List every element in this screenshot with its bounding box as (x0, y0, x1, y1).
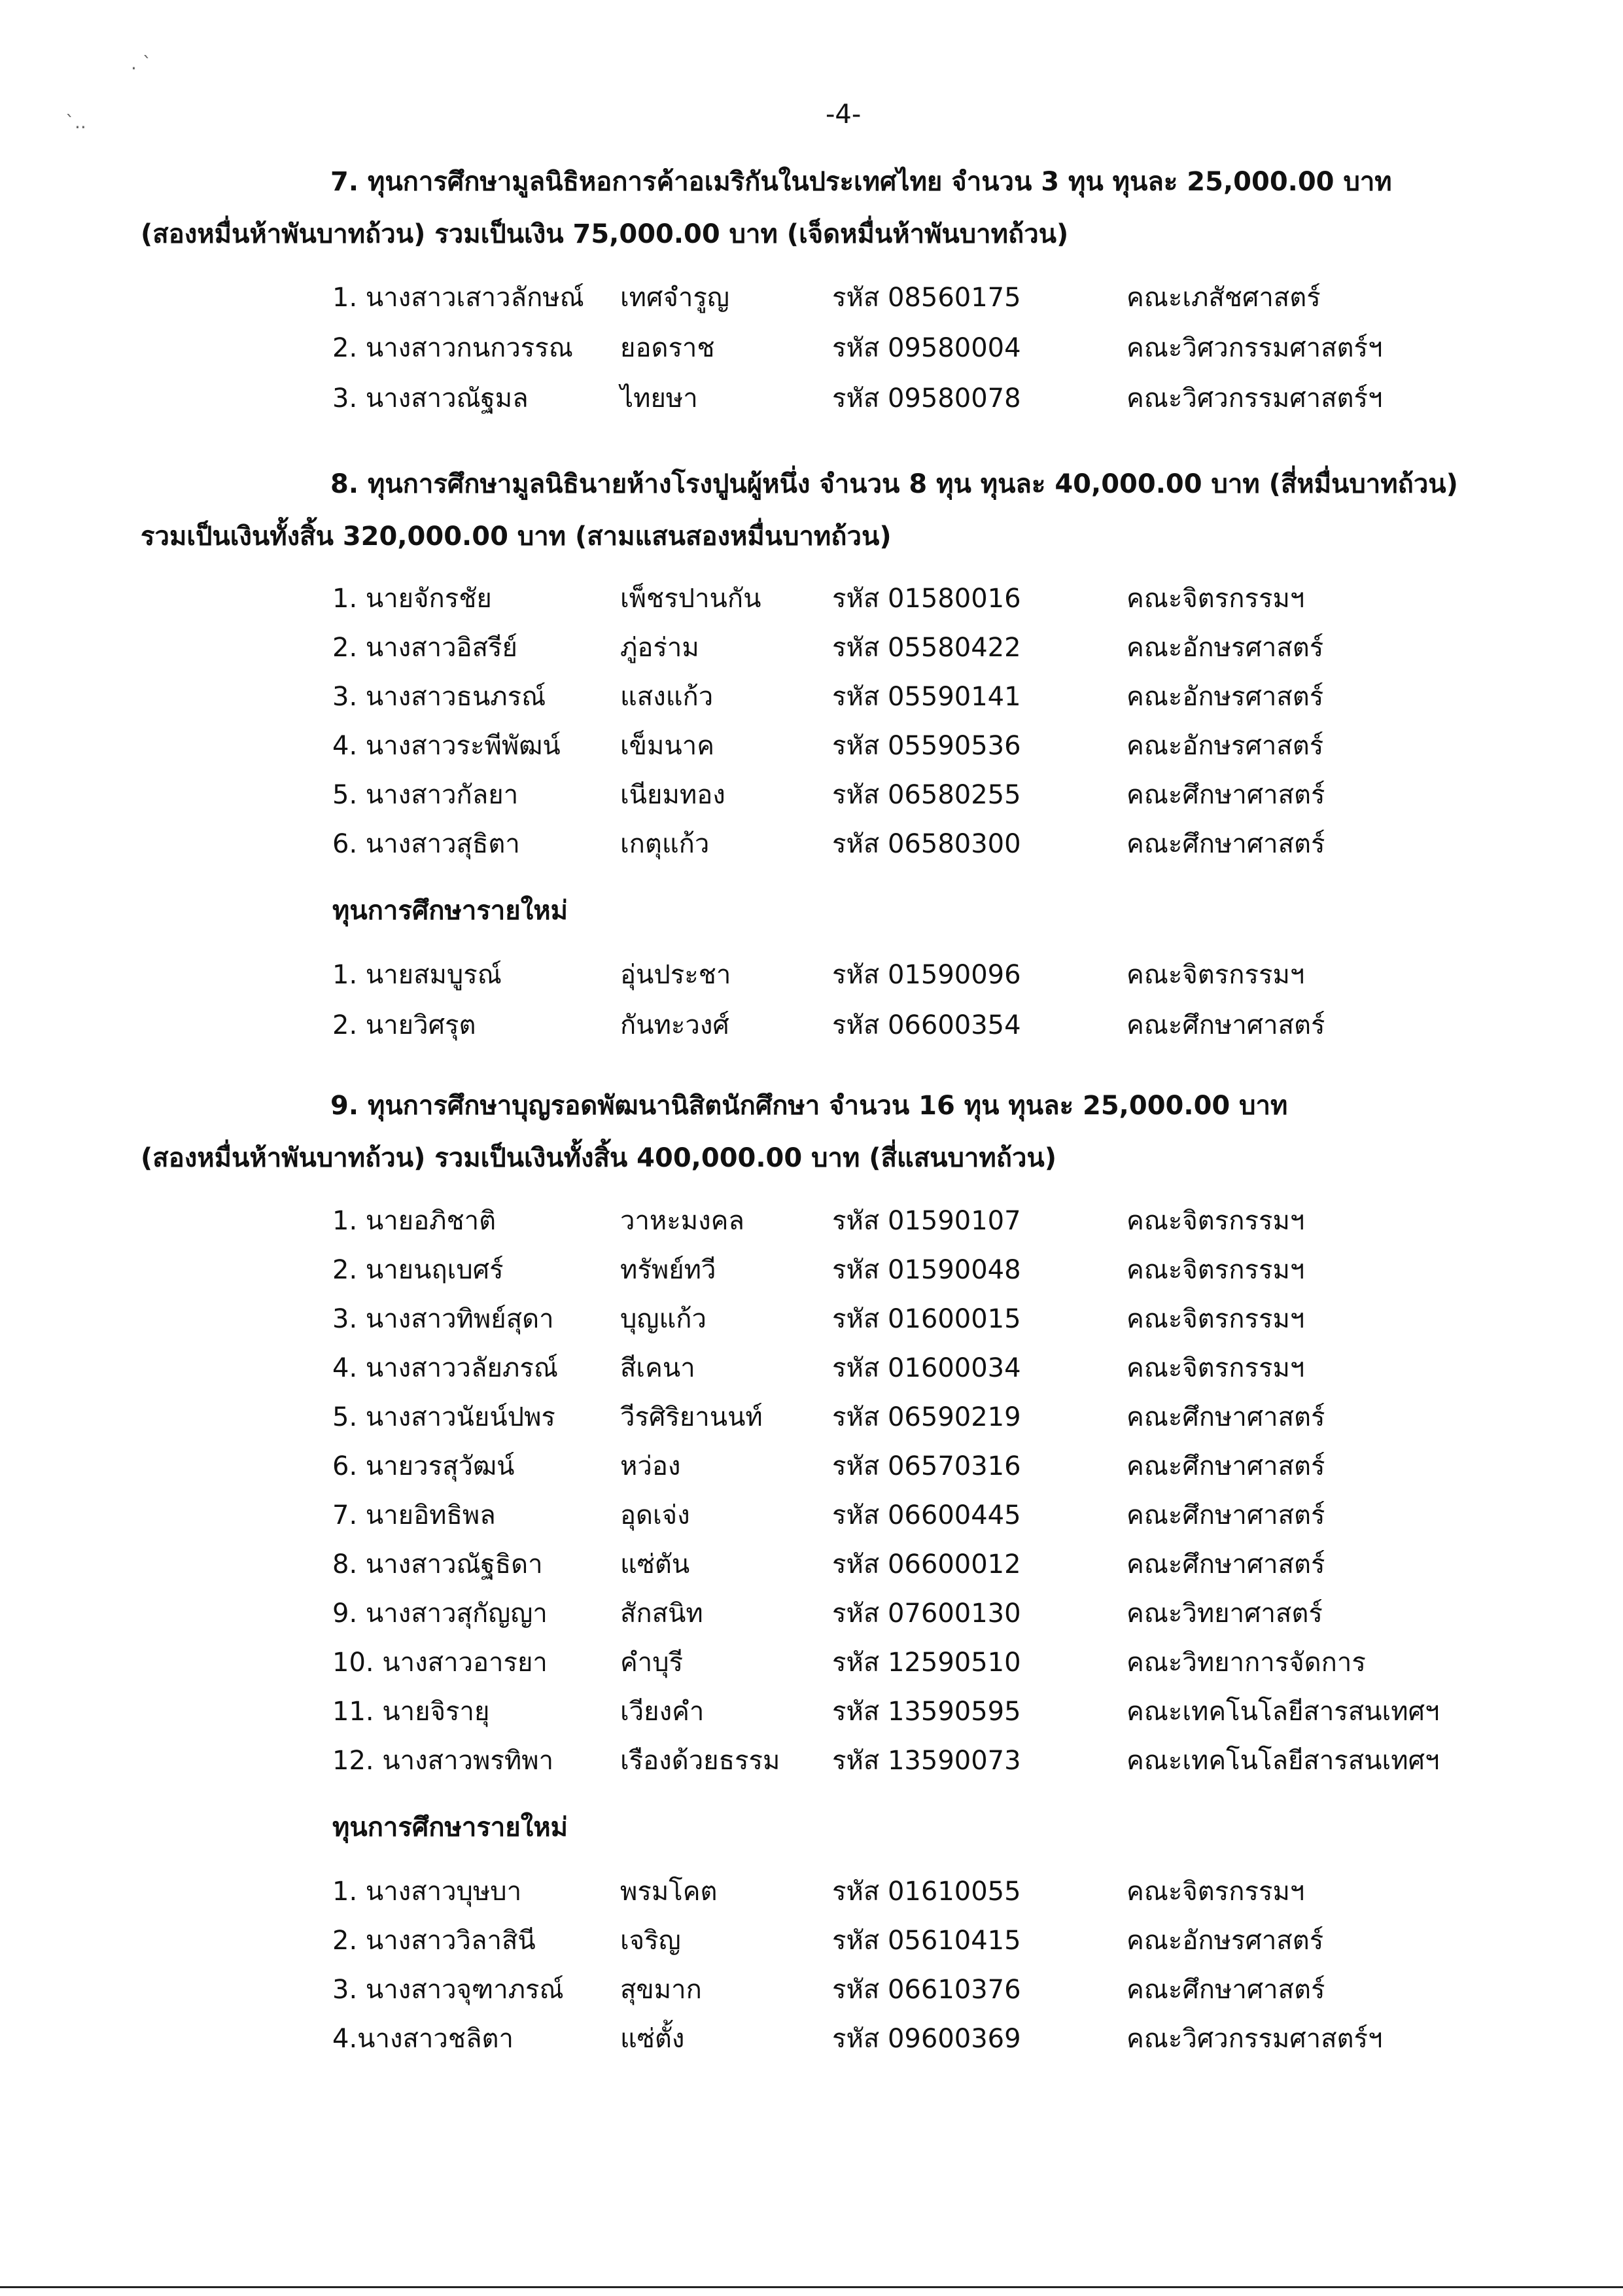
student-name: 6. นางสาวสุธิตา (332, 829, 520, 859)
scan-mark-top: . ˋ (131, 52, 152, 74)
student-surname: พรมโคต (620, 1877, 718, 1907)
student-id: รหัส 05590141 (832, 682, 1021, 712)
list-item (0, 1545, 1623, 1584)
section-9-line2: (สองหมื่นห้าพันบาทถ้วน) รวมเป็นเงินทั้งสิ้น 400,000.00 บาท (สี่แสนบาทถ้วน) (141, 1143, 1057, 1173)
list-item (0, 1447, 1623, 1486)
section-8-line1: 8. ทุนการศึกษามูลนิธินายห้างโรงปูนผู้หนึ่ง จำนวน 8 ทุน ทุนละ 40,000.00 บาท (สี่หมื่นบาทถ้วน) (330, 469, 1458, 499)
list-item (0, 1250, 1623, 1290)
student-id: รหัส 05580422 (832, 633, 1021, 663)
faculty: คณะอักษรศาสตร์ (1126, 633, 1324, 663)
student-name: 4. นางสาวระพีพัฒน์ (332, 731, 561, 761)
student-id: รหัส 01590048 (832, 1255, 1021, 1285)
list-item (0, 1741, 1623, 1780)
student-surname: เข็มนาค (620, 731, 714, 761)
list-item (0, 775, 1623, 815)
faculty: คณะวิทยาการจัดการ (1126, 1648, 1366, 1678)
student-surname: เจริญ (620, 1926, 681, 1956)
faculty: คณะศึกษาศาสตร์ (1126, 1010, 1325, 1040)
faculty: คณะจิตรกรรมฯ (1126, 1255, 1305, 1285)
list-item (0, 824, 1623, 864)
faculty: คณะศึกษาศาสตร์ (1126, 1500, 1325, 1530)
faculty: คณะศึกษาศาสตร์ (1126, 829, 1325, 859)
student-id: รหัส 01590107 (832, 1206, 1021, 1236)
student-surname: เทศจำรูญ (620, 283, 729, 313)
student-surname: แสงแก้ว (620, 682, 714, 712)
faculty: คณะจิตรกรรมฯ (1126, 1877, 1305, 1907)
section-7-line1: 7. ทุนการศึกษามูลนิธิหอการค้าอเมริกันในประเทศไทย จำนวน 3 ทุน ทุนละ 25,000.00 บาท (330, 167, 1392, 197)
list-item (0, 628, 1623, 667)
student-id: รหัส 09580078 (832, 383, 1021, 414)
student-id: รหัส 05590536 (832, 731, 1021, 761)
student-name: 7. นายอิทธิพล (332, 1500, 496, 1530)
student-surname: วีรศิริยานนท์ (620, 1402, 763, 1432)
student-name: 2. นายนฤเบศร์ (332, 1255, 504, 1285)
list-item (0, 1201, 1623, 1241)
student-name: 3. นางสาวธนภรณ์ (332, 682, 546, 712)
student-id: รหัส 01600034 (832, 1353, 1021, 1383)
list-item (0, 1921, 1623, 1960)
student-id: รหัส 07600130 (832, 1598, 1021, 1629)
student-surname: คำบุรี (620, 1648, 684, 1678)
student-surname: สีเคนา (620, 1353, 695, 1383)
student-id: รหัส 06600445 (832, 1500, 1021, 1530)
list-item (0, 1643, 1623, 1682)
faculty: คณะศึกษาศาสตร์ (1126, 780, 1325, 810)
student-id: รหัส 12590510 (832, 1648, 1021, 1678)
student-name: 2. นางสาววิลาสินี (332, 1926, 536, 1956)
list-item (0, 677, 1623, 716)
student-surname: เพ็ชรปานกัน (620, 584, 761, 614)
scan-edge-line (0, 2286, 1623, 2288)
list-item (0, 726, 1623, 766)
student-id: รหัส 06600012 (832, 1549, 1021, 1580)
list-item (0, 1970, 1623, 2009)
new-scholarship-heading: ทุนการศึกษารายใหม่ (332, 896, 568, 926)
student-id: รหัส 08560175 (832, 283, 1021, 313)
faculty: คณะจิตรกรรมฯ (1126, 960, 1305, 990)
student-id: รหัส 06600354 (832, 1010, 1021, 1040)
faculty: คณะเทคโนโลยีสารสนเทศฯ (1126, 1746, 1440, 1776)
list-item (0, 955, 1623, 995)
faculty: คณะศึกษาศาสตร์ (1126, 1549, 1325, 1580)
student-id: รหัส 06610376 (832, 1975, 1021, 2005)
faculty: คณะศึกษาศาสตร์ (1126, 1975, 1325, 2005)
list-item (0, 1594, 1623, 1633)
student-name: 2. นายวิศรุต (332, 1010, 476, 1040)
list-item (0, 1299, 1623, 1339)
faculty: คณะอักษรศาสตร์ (1126, 682, 1324, 712)
student-name: 4. นางสาววลัยภรณ์ (332, 1353, 558, 1383)
section-9-heading (141, 1080, 1501, 1184)
student-surname: เนียมทอง (620, 780, 725, 810)
student-name: 1. นางสาวบุษบา (332, 1877, 522, 1907)
student-name: 2. นางสาวอิสรีย์ (332, 633, 517, 663)
student-id: รหัส 09580004 (832, 333, 1021, 363)
student-name: 6. นายวรสุวัฒน์ (332, 1451, 515, 1481)
student-id: รหัส 01600015 (832, 1304, 1021, 1334)
list-item (0, 1496, 1623, 1535)
faculty: คณะวิศวกรรมศาสตร์ฯ (1126, 383, 1383, 414)
page-number: -4- (826, 99, 862, 130)
list-item (0, 1006, 1623, 1045)
student-surname: บุญแก้ว (620, 1304, 707, 1334)
student-name: 4.นางสาวชลิตา (332, 2024, 514, 2054)
student-surname: เรืองด้วยธรรม (620, 1746, 780, 1776)
list-item (0, 1398, 1623, 1437)
student-surname: แซ่ตั้ง (620, 2024, 685, 2054)
faculty: คณะศึกษาศาสตร์ (1126, 1402, 1325, 1432)
student-id: รหัส 06590219 (832, 1402, 1021, 1432)
student-name: 12. นางสาวพรทิพา (332, 1746, 554, 1776)
student-name: 1. นายอภิชาติ (332, 1206, 497, 1236)
student-name: 11. นายจิรายุ (332, 1697, 490, 1727)
student-name: 2. นางสาวกนกวรรณ (332, 333, 573, 363)
student-name: 5. นางสาวกัลยา (332, 780, 519, 810)
faculty: คณะอักษรศาสตร์ (1126, 1926, 1324, 1956)
student-id: รหัส 06580300 (832, 829, 1021, 859)
student-id: รหัส 13590073 (832, 1746, 1021, 1776)
faculty: คณะศึกษาศาสตร์ (1126, 1451, 1325, 1481)
faculty: คณะจิตรกรรมฯ (1126, 1304, 1305, 1334)
scan-mark-left: ˋ.. (65, 111, 86, 133)
student-id: รหัส 09600369 (832, 2024, 1021, 2054)
student-surname: แซ่ตัน (620, 1549, 690, 1580)
section-9-line1: 9. ทุนการศึกษาบุญรอดพัฒนานิสิตนักศึกษา จำนวน 16 ทุน ทุนละ 25,000.00 บาท (330, 1091, 1288, 1121)
list-item (0, 1692, 1623, 1731)
student-surname: สักสนิท (620, 1598, 703, 1629)
section-8-heading (141, 458, 1501, 563)
section-7-line2: (สองหมื่นห้าพันบาทถ้วน) รวมเป็นเงิน 75,000.00 บาท (เจ็ดหมื่นห้าพันบาทถ้วน) (141, 219, 1069, 249)
student-name: 8. นางสาวณัฐธิดา (332, 1549, 543, 1580)
list-item (0, 1349, 1623, 1388)
faculty: คณะเทคโนโลยีสารสนเทศฯ (1126, 1697, 1440, 1727)
student-surname: หว่อง (620, 1451, 681, 1481)
faculty: คณะวิทยาศาสตร์ (1126, 1598, 1323, 1629)
student-id: รหัส 01610055 (832, 1877, 1021, 1907)
faculty: คณะจิตรกรรมฯ (1126, 1353, 1305, 1383)
student-surname: กันทะวงศ์ (620, 1010, 729, 1040)
faculty: คณะวิศวกรรมศาสตร์ฯ (1126, 333, 1383, 363)
student-id: รหัส 13590595 (832, 1697, 1021, 1727)
student-surname: เวียงคำ (620, 1697, 705, 1727)
student-id: รหัส 01580016 (832, 584, 1021, 614)
student-surname: สุขมาก (620, 1975, 702, 2005)
student-name: 1. นางสาวเสาวลักษณ์ (332, 283, 584, 313)
student-name: 3. นางสาวณัฐมล (332, 383, 529, 414)
student-surname: อุดเจ่ง (620, 1500, 690, 1530)
student-id: รหัส 01590096 (832, 960, 1021, 990)
student-name: 1. นายจักรชัย (332, 584, 492, 614)
student-id: รหัส 06580255 (832, 780, 1021, 810)
student-name: 5. นางสาวนัยน์ปพร (332, 1402, 555, 1432)
student-id: รหัส 05610415 (832, 1926, 1021, 1956)
student-surname: อุ่นประชา (620, 960, 731, 990)
faculty: คณะจิตรกรรมฯ (1126, 1206, 1305, 1236)
student-name: 9. นางสาวสุกัญญา (332, 1598, 548, 1629)
list-item (0, 1872, 1623, 1911)
student-id: รหัส 06570316 (832, 1451, 1021, 1481)
list-item (0, 278, 1623, 317)
student-surname: ยอดราช (620, 333, 715, 363)
student-name: 3. นางสาวจุฑาภรณ์ (332, 1975, 564, 2005)
list-item (0, 328, 1623, 368)
new-scholarship-heading: ทุนการศึกษารายใหม่ (332, 1812, 568, 1843)
list-item (0, 379, 1623, 418)
section-7-heading (141, 156, 1501, 260)
student-name: 3. นางสาวทิพย์สุดา (332, 1304, 554, 1334)
section-8-line2: รวมเป็นเงินทั้งสิ้น 320,000.00 บาท (สามแสนสองหมื่นบาทถ้วน) (141, 521, 892, 552)
student-name: 10. นางสาวอารยา (332, 1648, 548, 1678)
student-surname: ทรัพย์ทวี (620, 1255, 716, 1285)
list-item (0, 2019, 1623, 2058)
faculty: คณะเภสัชศาสตร์ (1126, 283, 1321, 313)
faculty: คณะอักษรศาสตร์ (1126, 731, 1324, 761)
student-surname: วาหะมงคล (620, 1206, 744, 1236)
student-surname: ภู่อร่าม (620, 633, 699, 663)
student-name: 1. นายสมบูรณ์ (332, 960, 502, 990)
student-surname: เกตุแก้ว (620, 829, 710, 859)
list-item (0, 579, 1623, 618)
faculty: คณะวิศวกรรมศาสตร์ฯ (1126, 2024, 1383, 2054)
student-surname: ไทยษา (620, 383, 698, 414)
faculty: คณะจิตรกรรมฯ (1126, 584, 1305, 614)
